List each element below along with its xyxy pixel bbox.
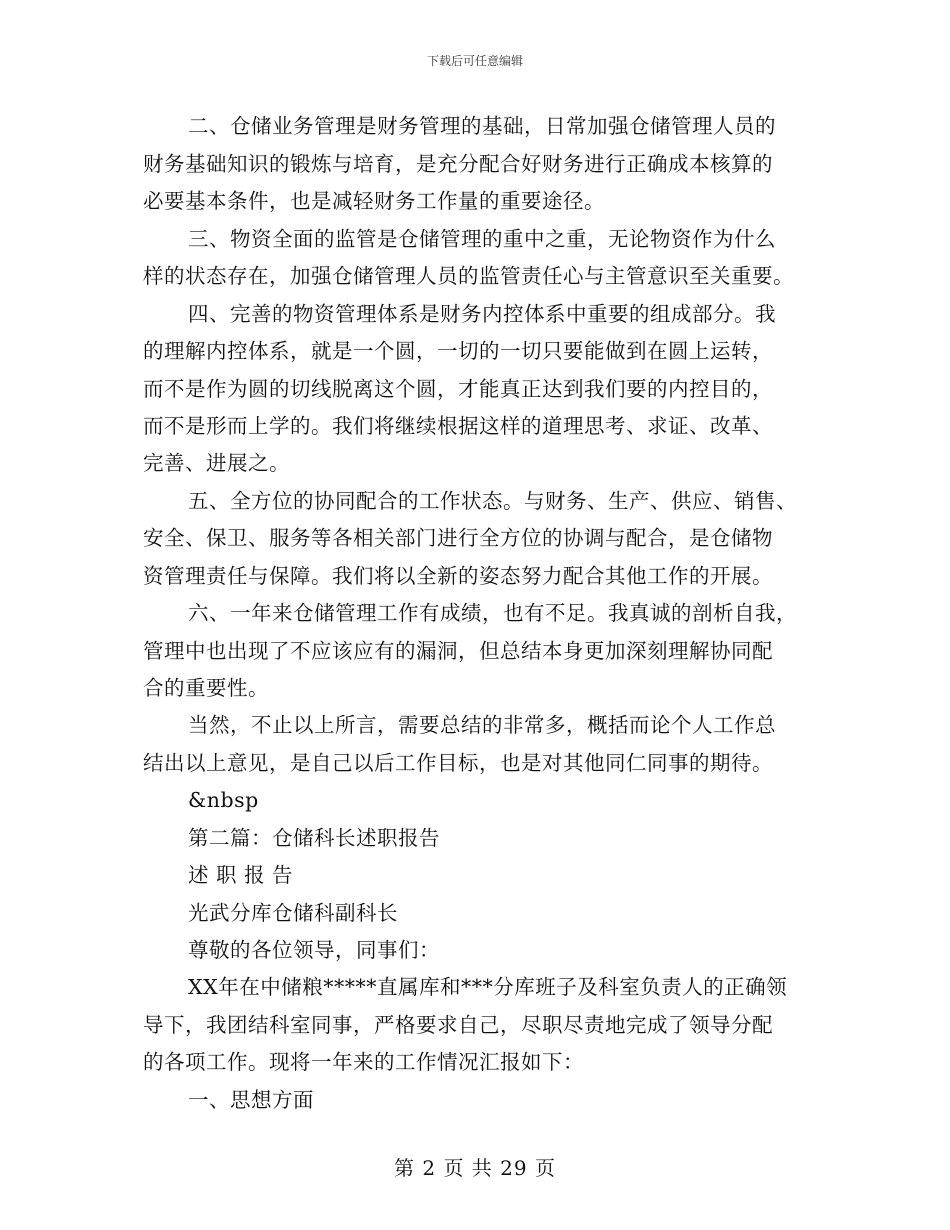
subsection-heading: 一、思想方面	[188, 1088, 314, 1112]
author-line: 光武分库仓储科副科长	[188, 901, 398, 925]
paragraph-line: 而不是作为圆的切线脱离这个圆，才能真正达到我们要的内控目的，	[143, 377, 773, 401]
paragraph-line: XX年在中储粮*****直属库和***分库班子及科室负责人的正确领	[188, 975, 788, 999]
paragraph-line: 完善、进展之。	[143, 451, 290, 475]
paragraph-line: 资管理责任与保障。我们将以全新的姿态努力配合其他工作的开展。	[143, 564, 773, 588]
paragraph-line: 五、全方位的协同配合的工作状态。与财务、生产、供应、销售、	[188, 489, 797, 513]
paragraph-line: 三、物资全面的监管是仓储管理的重中之重，无论物资作为什么	[188, 227, 776, 251]
salutation: 尊敬的各位领导，同事们：	[188, 938, 440, 962]
paragraph-line: 而不是形而上学的。我们将继续根据这样的道理思考、求证、改革、	[143, 414, 773, 438]
paragraph-line: 合的重要性。	[143, 676, 269, 700]
page-header: 下载后可任意编辑	[426, 54, 523, 68]
paragraph-line: &nbsp	[188, 788, 259, 812]
paragraph-line: 财务基础知识的锻炼与培育，是充分配合好财务进行正确成本核算的	[143, 152, 773, 176]
paragraph-line: 导下，我团结科室同事，严格要求自己，尽职尽责地完成了领导分配	[143, 1013, 773, 1037]
paragraph-line: 的理解内控体系，就是一个圆，一切的一切只要能做到在圆上运转，	[143, 339, 773, 363]
paragraph-line: 安全、保卫、服务等各相关部门进行全方位的协调与配合，是仓储物	[143, 526, 773, 550]
paragraph-line: 六、一年来仓储管理工作有成绩，也有不足。我真诚的剖析自我，	[188, 601, 797, 625]
paragraph-line: 二、仓储业务管理是财务管理的基础，日常加强仓储管理人员的	[188, 114, 776, 138]
page-number: 第 2 页 共 29 页	[394, 1156, 556, 1180]
paragraph-line: 的各项工作。现将一年来的工作情况汇报如下：	[143, 1050, 584, 1074]
section-title: 第二篇：仓储科长述职报告	[188, 826, 440, 850]
paragraph-line: 必要基本条件，也是减轻财务工作量的重要途径。	[143, 189, 605, 213]
paragraph-line: 四、完善的物资管理体系是财务内控体系中重要的组成部分。我	[188, 302, 776, 326]
paragraph-line: 样的状态存在，加强仓储管理人员的监管责任心与主管意识至关重要。	[143, 264, 794, 288]
report-title: 述 职 报 告	[188, 863, 294, 887]
paragraph-line: 当然，不止以上所言，需要总结的非常多，概括而论个人工作总	[188, 713, 776, 737]
paragraph-line: 管理中也出现了不应该应有的漏洞，但总结本身更加深刻理解协同配	[143, 639, 773, 663]
paragraph-line: 结出以上意见，是自己以后工作目标，也是对其他同仁同事的期待。	[143, 751, 773, 775]
